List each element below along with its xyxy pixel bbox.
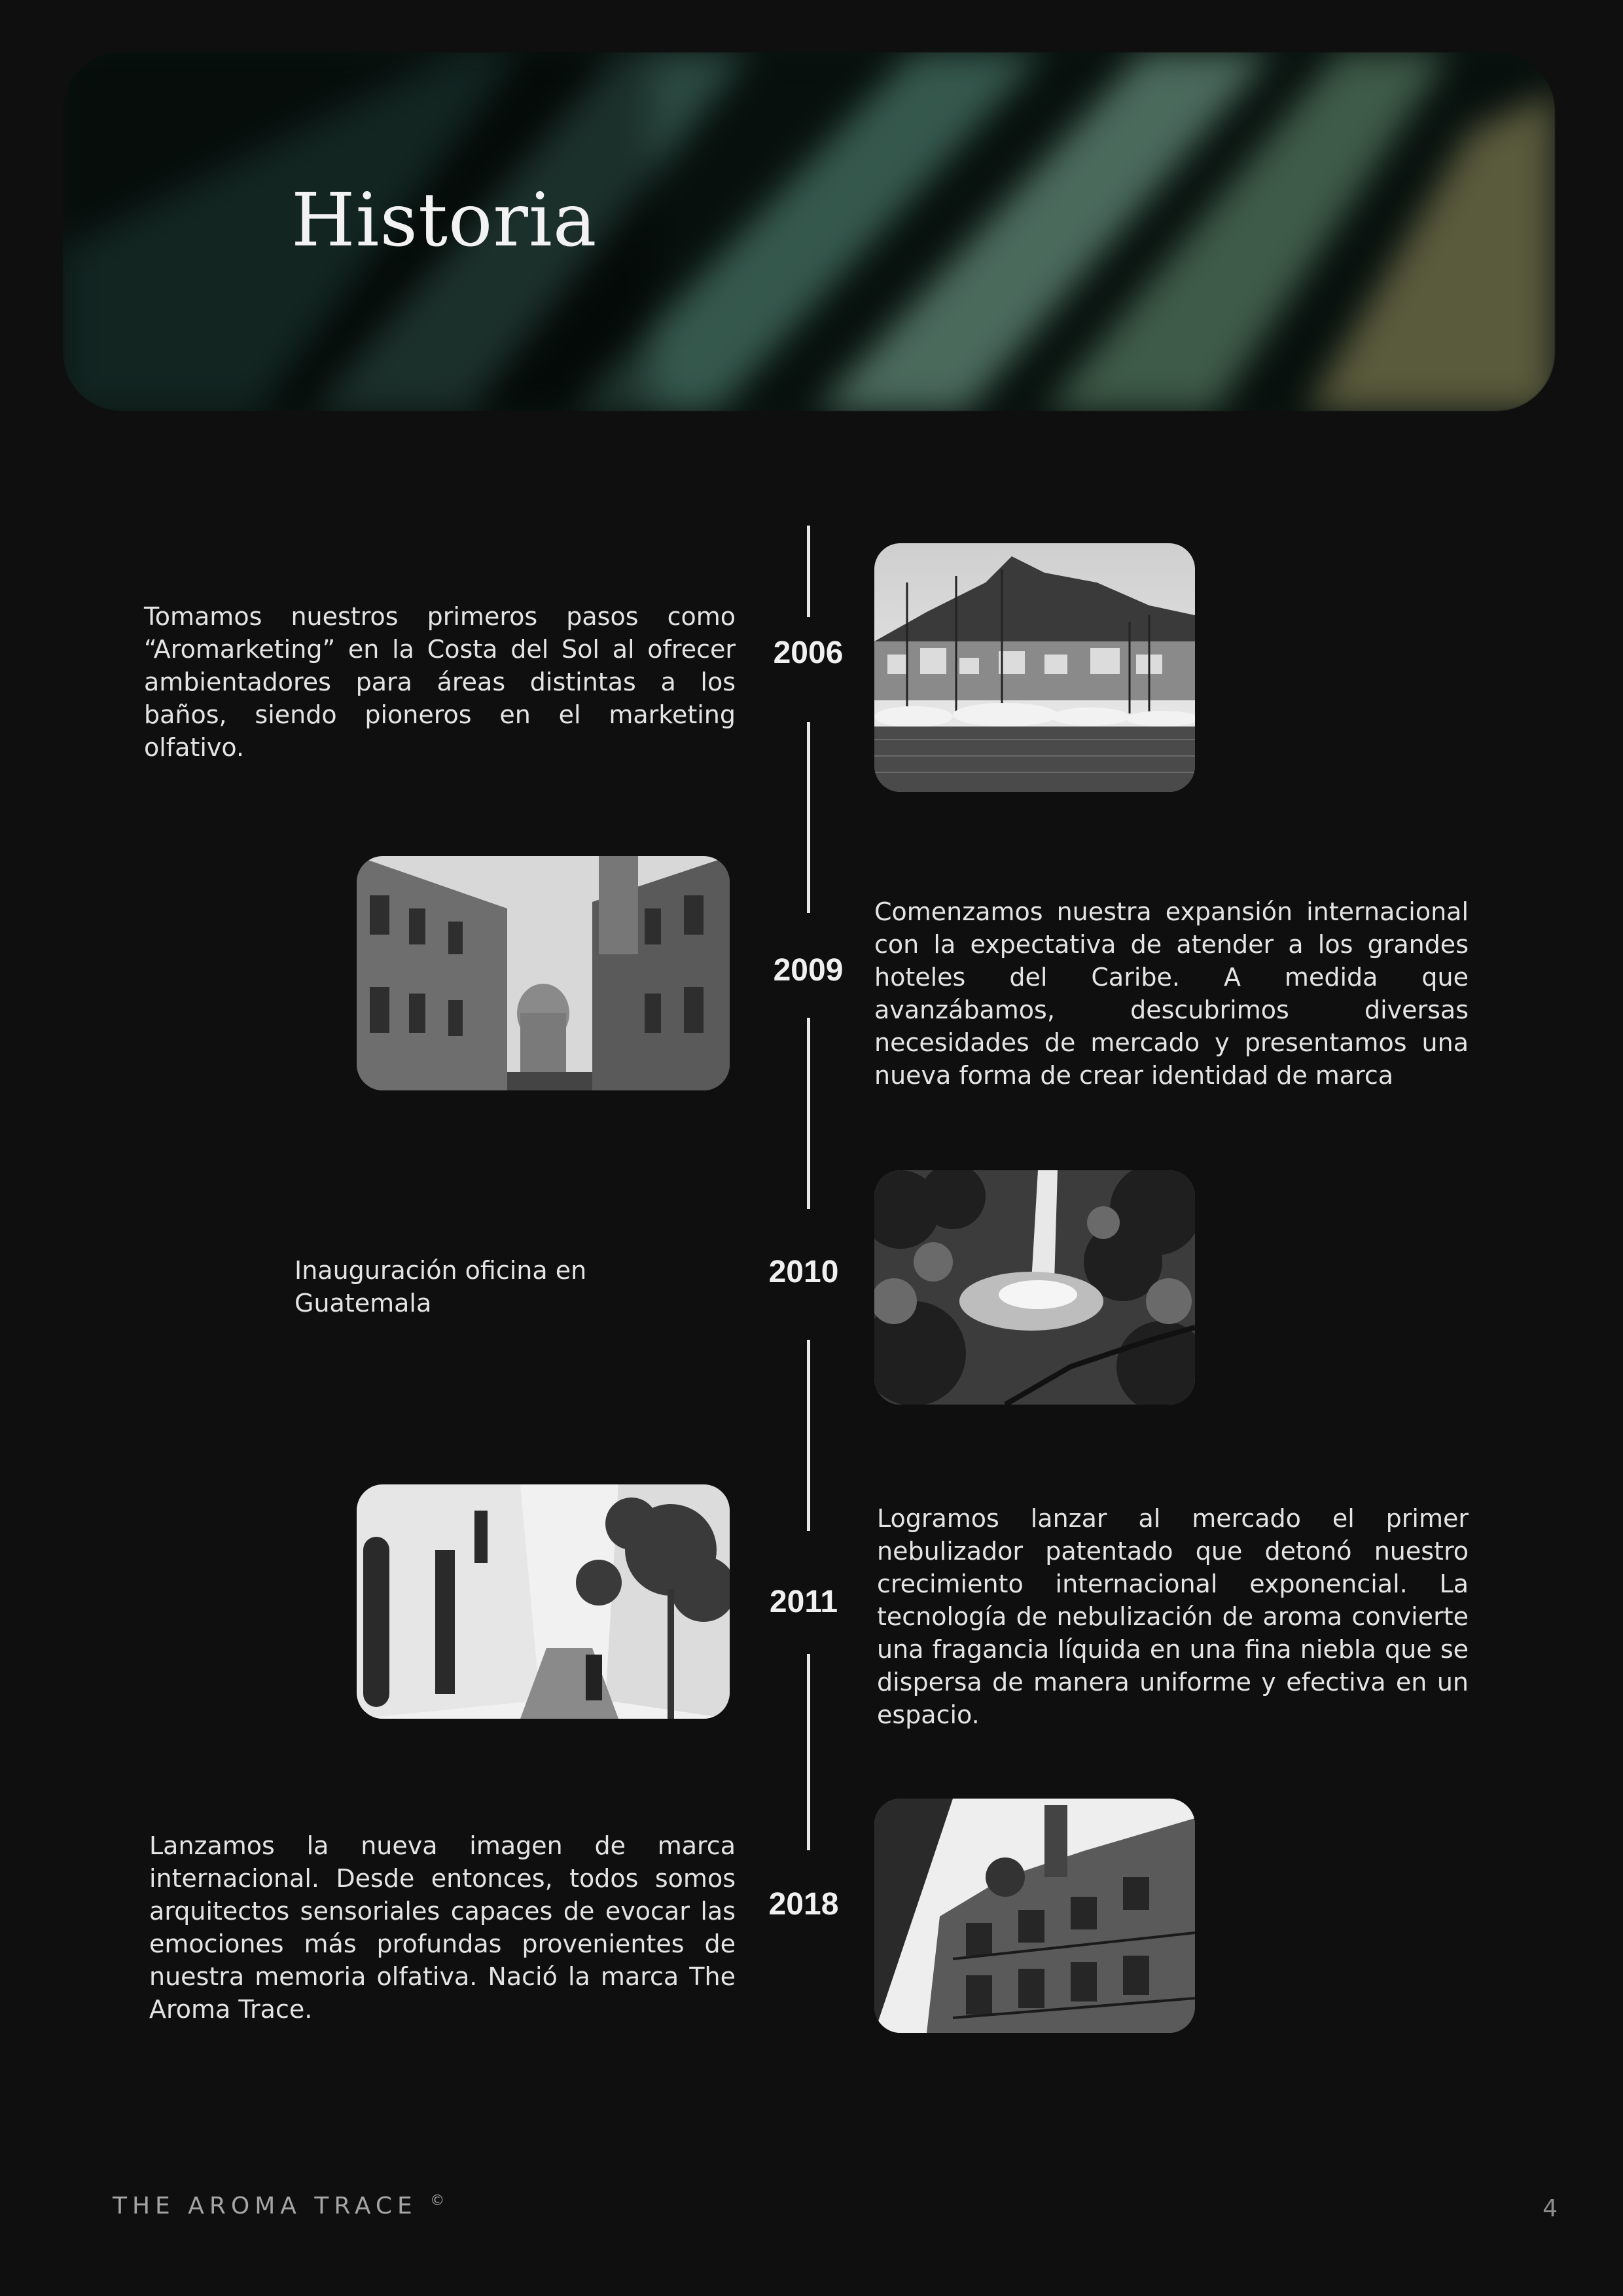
header-banner <box>63 52 1555 411</box>
abstract-leaf-background <box>63 52 1555 411</box>
timeline-entry-text-2010: Inauguración oficina en Guatemala <box>294 1256 587 1318</box>
old-town-balconies-photo <box>874 1799 1195 2033</box>
copyright-mark: © <box>430 2193 445 2209</box>
page-title: Historia <box>291 178 597 263</box>
timeline-line-segment <box>807 1018 810 1209</box>
footer-brand-name: THE AROMA TRACE <box>113 2193 418 2219</box>
timeline-entry-text-2018: Lanzamos la nueva imagen de marca internacional. Desde entonces, todos somos arquitectos sensoriales capaces de evocar las emociones más profundas provenientes de nuestra memoria olfativa. Nació la marca The Aroma Trace. <box>149 1831 736 2024</box>
timeline-entry-text-2011: Logramos lanzar al mercado el primer nebulizador patentado que detonó nuestro crecimiento internacional exponencial. La tecnología de nebulización de aroma convierte una fragancia líquida en una fina niebla que se dispersa de manera uniforme y efectiva en un espacio. <box>877 1504 1469 1729</box>
timeline-year-2010: 2010 <box>768 1255 839 1289</box>
page-number: 4 <box>1543 2195 1558 2222</box>
timeline-entry-text-2009: Comenzamos nuestra expansión internacional con la expectativa de atender a los grandes hoteles del Caribe. A medida que avanzábamos, descubrimos diversas necesidades de mercado y presentamos una nueva forma de crear identidad de marca <box>874 897 1469 1090</box>
timeline-line-segment <box>807 1654 810 1850</box>
timeline-year-2011: 2011 <box>769 1585 838 1619</box>
timeline-line-segment <box>807 526 810 617</box>
timeline-line-segment <box>807 722 810 913</box>
marbella-harbor-photo <box>874 543 1195 792</box>
timeline-year-2006: 2006 <box>773 636 844 670</box>
white-village-street-photo <box>357 1484 730 1719</box>
timeline-year-2018: 2018 <box>768 1887 839 1922</box>
timeline-entry-text-2006: Tomamos nuestros primeros pasos como “Aromarketing” en la Costa del Sol al ofrecer ambientadores para áreas distintas a los baños, siendo pioneros en el marketing olfativo. <box>144 602 736 762</box>
footer-brand <box>113 2193 444 2219</box>
waterfall-photo <box>874 1170 1195 1405</box>
timeline-year-2009: 2009 <box>773 953 844 988</box>
timeline-line-segment <box>807 1340 810 1531</box>
colonial-street-photo <box>357 856 730 1090</box>
